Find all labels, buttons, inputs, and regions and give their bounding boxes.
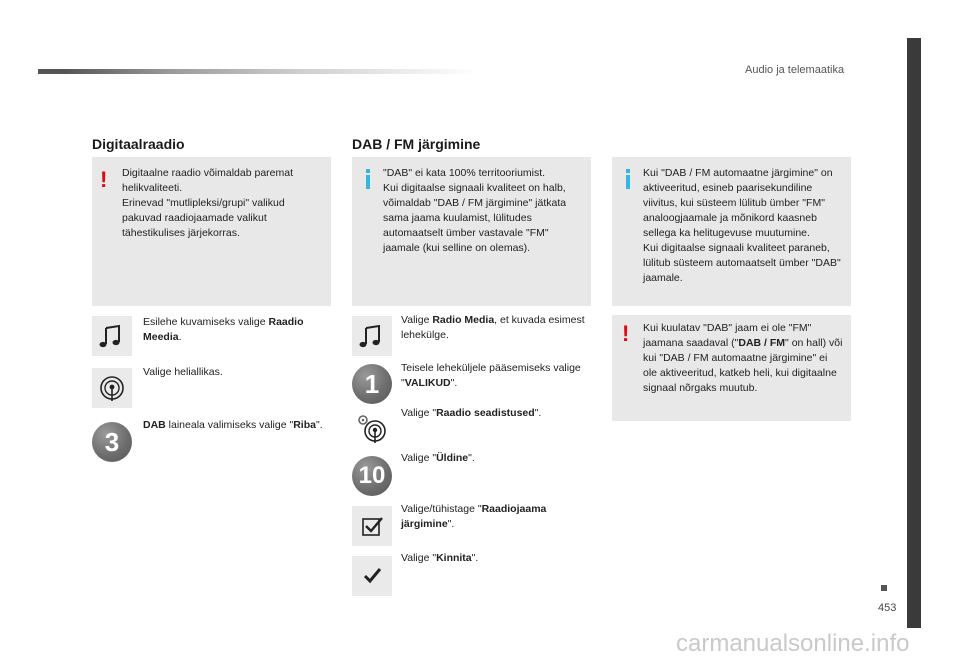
watermark: carmanualsonline.info <box>676 630 910 657</box>
warning-icon: ! <box>622 321 630 346</box>
info-box-dab-coverage <box>352 157 591 306</box>
step-number-badge: 3 <box>92 422 132 462</box>
radio-settings-icon <box>352 409 392 449</box>
step-text-bold: VALIKUD <box>404 377 451 389</box>
step-text-post: ". <box>534 407 542 419</box>
section-title-digital-radio: Digitaalraadio <box>92 136 185 152</box>
page-marker <box>881 585 887 591</box>
info-icon <box>626 175 630 189</box>
step-text-bold: Kinnita <box>436 552 472 564</box>
step-text-pre: Valige " <box>401 552 437 564</box>
left-step-2: Valige heliallikas. <box>143 366 223 378</box>
step-text-post: ". <box>450 377 458 389</box>
section-title-dab-fm: DAB / FM järgimine <box>352 136 481 152</box>
step-text-bold: Raadio seadistused <box>436 407 535 419</box>
step-text-pre: Valige/tühistage " <box>401 503 482 515</box>
info-icon <box>626 169 630 173</box>
step-text-pre: Valige " <box>401 407 437 419</box>
warning-box-digital-radio <box>92 157 331 306</box>
step-text-post: , et kuvada esimest lehekülge. <box>401 314 585 341</box>
warning-text-post: " on hall) või kui "DAB / FM automaatne järgimine" ei ole aktiveeritud, katkeb heli, kui digitaalne signaal nõrgaks muutub. <box>643 337 843 394</box>
info-icon <box>366 169 370 173</box>
warning-icon: ! <box>100 167 108 192</box>
step-text-post: ". <box>315 419 323 431</box>
warning-box-dab-fm <box>612 315 851 421</box>
info-text: Kui "DAB / FM automaatne järgimine" on aktiveeritud, esineb paarisekundiline viivitus, kui süsteem lülitub ümber "FM" analoogjaamale ja mõnikord kaasneb sellega ka helitugevuse muutumine. Kui digitaalse signaali kvaliteet paraneb, lülitub süsteem automaatselt ümber "DAB" jaamale. <box>643 167 841 284</box>
right-step-1 <box>401 313 591 343</box>
step-number-badge: 1 <box>352 364 392 404</box>
left-step-1 <box>143 315 323 345</box>
right-step-6 <box>401 551 591 566</box>
warning-text: Digitaalne raadio võimaldab paremat helikvaliteeti. Erinevad "mutlipleksi/grupi" valikud pakuvad raadiojaamade valikut tähestikulises järjekorras. <box>122 167 294 239</box>
step-text-bold: Raadiojaama järgimine <box>401 503 547 530</box>
warning-text-bold: DAB / FM <box>738 337 786 349</box>
step-text-pre: Valige " <box>401 452 437 464</box>
warning-text <box>643 321 843 396</box>
warning-text-pre: Kui kuulatav "DAB" jaam ei ole "FM" jaamana saadaval (" <box>643 322 812 349</box>
step-number-badge: 10 <box>352 456 392 496</box>
music-note-icon <box>352 316 392 356</box>
info-icon <box>366 175 370 189</box>
left-step-3 <box>143 418 323 433</box>
step-text-pre: Esilehe kuvamiseks valige <box>143 316 269 328</box>
step-text-post: ". <box>447 518 455 530</box>
right-step-3 <box>401 406 591 421</box>
page-number: 453 <box>878 602 897 614</box>
step-text-bold: Raadio Meedia <box>143 316 304 343</box>
step-text-pre: Valige <box>401 314 433 326</box>
side-bar <box>907 38 921 628</box>
step-text-bold: Radio Media <box>432 314 495 326</box>
step-text-post: laineala valimiseks valige " <box>165 419 294 431</box>
step-text-post: . <box>178 331 182 343</box>
right-step-2 <box>401 361 591 391</box>
music-note-icon <box>92 316 132 356</box>
step-text-bold: Üldine <box>436 452 469 464</box>
step-text-bold: Riba <box>293 419 316 431</box>
right-step-5 <box>401 502 591 532</box>
source-icon <box>92 368 132 408</box>
chapter-title: Audio ja telemaatika <box>745 64 845 76</box>
right-step-4 <box>401 451 591 466</box>
checkbox-icon <box>352 506 392 546</box>
step-text-post: ". <box>468 452 475 464</box>
step-text-pre: Teisele leheküljele pääsemiseks valige " <box>401 362 581 389</box>
header-gradient-bar <box>38 69 478 74</box>
info-text: "DAB" ei kata 100% territooriumist. Kui digitaalse signaali kvaliteet on halb, võimaldab "DAB / FM järgimine" jätkata sama jaama kuulamist, lülitudes automaatselt ümber vastavale "FM" jaamale (kui selline on olemas). <box>383 167 567 254</box>
step-text-post: ". <box>471 552 479 564</box>
step-text-bold: DAB <box>143 419 166 431</box>
checkmark-icon <box>352 556 392 596</box>
info-box-dab-fm-auto <box>612 157 851 306</box>
